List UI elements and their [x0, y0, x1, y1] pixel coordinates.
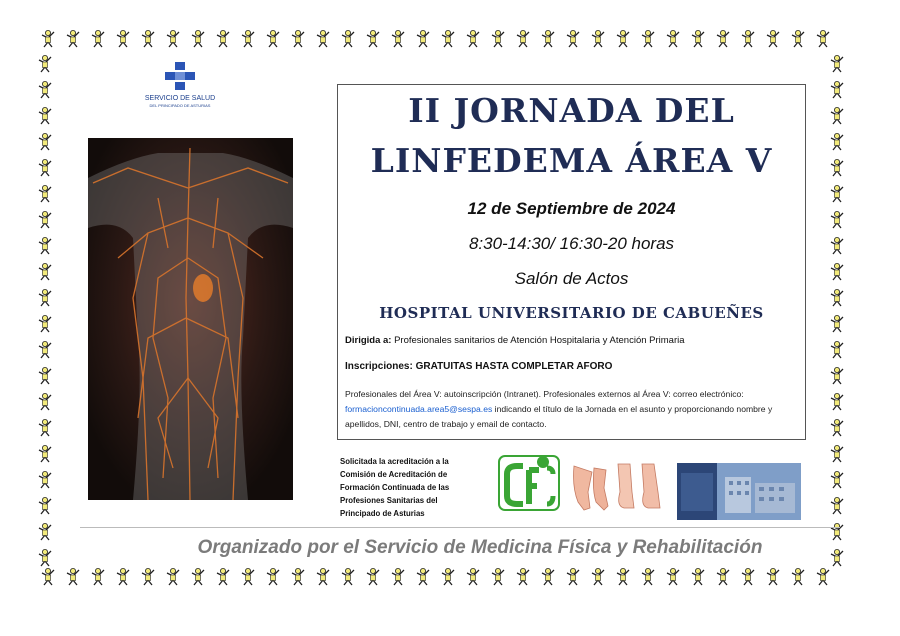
person-figure-icon: [215, 30, 231, 48]
person-figure-icon: [390, 30, 406, 48]
person-figure-icon: [390, 568, 406, 586]
person-figure-icon: [115, 30, 131, 48]
person-figure-icon: [140, 30, 156, 48]
person-figure-icon: [829, 289, 845, 307]
right-figure-border: [829, 55, 845, 575]
person-figure-icon: [790, 568, 806, 586]
person-figure-icon: [37, 263, 53, 281]
person-figure-icon: [240, 30, 256, 48]
person-figure-icon: [315, 568, 331, 586]
top-figure-border: [40, 30, 840, 48]
servicio-salud-logo: [140, 62, 220, 108]
hospital-building-photo: [677, 463, 801, 520]
person-figure-icon: [265, 30, 281, 48]
details-part2: indicando el título de la Jornada en el asunto y proporcionando nombre y apellidos, DNI, centro de trabajo y email de contacto.: [345, 404, 773, 429]
event-hours: 8:30-14:30/ 16:30-20 horas: [468, 234, 675, 253]
person-figure-icon: [829, 211, 845, 229]
person-figure-icon: [37, 549, 53, 567]
person-figure-icon: [640, 568, 656, 586]
registration-details: [345, 387, 800, 432]
accreditation-line: Profesiones Sanitarias del: [340, 496, 438, 505]
person-figure-icon: [37, 315, 53, 333]
person-figure-icon: [365, 568, 381, 586]
person-figure-icon: [765, 30, 781, 48]
person-figure-icon: [37, 133, 53, 151]
person-figure-icon: [540, 30, 556, 48]
person-figure-icon: [515, 30, 531, 48]
audience-label: Dirigida a:: [345, 335, 392, 346]
person-figure-icon: [615, 568, 631, 586]
person-figure-icon: [829, 367, 845, 385]
person-figure-icon: [790, 30, 806, 48]
person-figure-icon: [190, 568, 206, 586]
person-figure-icon: [440, 568, 456, 586]
person-figure-icon: [515, 568, 531, 586]
person-figure-icon: [37, 341, 53, 359]
person-figure-icon: [37, 497, 53, 515]
bottom-figure-border: [40, 568, 840, 586]
person-figure-icon: [65, 568, 81, 586]
person-figure-icon: [565, 30, 581, 48]
person-figure-icon: [65, 30, 81, 48]
person-figure-icon: [665, 568, 681, 586]
person-figure-icon: [829, 471, 845, 489]
person-figure-icon: [37, 419, 53, 437]
event-date: 12 de Septiembre de 2024: [467, 199, 676, 218]
person-figure-icon: [465, 30, 481, 48]
person-figure-icon: [340, 568, 356, 586]
person-figure-icon: [37, 367, 53, 385]
audience-text: Profesionales sanitarios de Atención Hospitalaria y Atención Primaria: [391, 335, 685, 346]
cfc-logo: [497, 452, 561, 514]
organizer-text: Organizado por el Servicio de Medicina Física y Rehabilitación: [197, 537, 763, 558]
person-figure-icon: [440, 30, 456, 48]
person-figure-icon: [829, 315, 845, 333]
person-figure-icon: [565, 568, 581, 586]
person-figure-icon: [40, 30, 56, 48]
logo-subname: DEL PRINCIPADO DE ASTURIAS: [149, 103, 211, 108]
event-title-line2: LINFEDEMA ÁREA V: [370, 141, 773, 180]
person-figure-icon: [37, 185, 53, 203]
person-figure-icon: [37, 523, 53, 541]
footer-divider: [80, 527, 840, 528]
person-figure-icon: [490, 30, 506, 48]
person-figure-icon: [37, 211, 53, 229]
person-figure-icon: [37, 237, 53, 255]
event-title-line1: II JORNADA DEL: [408, 91, 735, 130]
person-figure-icon: [165, 30, 181, 48]
person-figure-icon: [690, 30, 706, 48]
event-info-box: [337, 84, 806, 440]
accreditation-line: Formación Continuada de las: [340, 483, 450, 492]
details-part1: Profesionales del Área V: autoinscripción (Intranet). Profesionales externos al Área V: correo electrónico:: [345, 389, 744, 399]
person-figure-icon: [465, 568, 481, 586]
person-figure-icon: [240, 568, 256, 586]
left-figure-border: [37, 55, 53, 575]
person-figure-icon: [829, 159, 845, 177]
person-figure-icon: [190, 30, 206, 48]
person-figure-icon: [665, 30, 681, 48]
person-figure-icon: [740, 30, 756, 48]
event-hospital: HOSPITAL UNIVERSITARIO DE CABUEÑES: [379, 304, 764, 322]
person-figure-icon: [740, 568, 756, 586]
registration-text: GRATUITAS HASTA COMPLETAR AFORO: [412, 361, 613, 372]
accreditation-line: Solicitada la acreditación a la: [340, 457, 449, 466]
person-figure-icon: [37, 55, 53, 73]
person-figure-icon: [290, 568, 306, 586]
cross-logo-icon: [163, 62, 197, 92]
registration-label: Inscripciones:: [345, 361, 413, 372]
person-figure-icon: [615, 30, 631, 48]
person-figure-icon: [90, 568, 106, 586]
person-figure-icon: [90, 30, 106, 48]
person-figure-icon: [115, 568, 131, 586]
person-figure-icon: [265, 568, 281, 586]
person-figure-icon: [140, 568, 156, 586]
person-figure-icon: [37, 159, 53, 177]
person-figure-icon: [829, 341, 845, 359]
event-venue: Salón de Actos: [514, 269, 629, 288]
person-figure-icon: [37, 289, 53, 307]
contact-email-link[interactable]: formacioncontinuada.area5@sespa.es: [345, 404, 493, 414]
person-figure-icon: [290, 30, 306, 48]
accreditation-line: Comisión de Acreditación de: [340, 470, 448, 479]
registration-line: [345, 361, 612, 372]
person-figure-icon: [815, 30, 831, 48]
person-figure-icon: [490, 568, 506, 586]
person-figure-icon: [37, 471, 53, 489]
person-figure-icon: [829, 393, 845, 411]
person-figure-icon: [829, 133, 845, 151]
person-figure-icon: [690, 568, 706, 586]
person-figure-icon: [590, 30, 606, 48]
person-figure-icon: [829, 419, 845, 437]
audience-line: [345, 335, 685, 346]
person-figure-icon: [315, 30, 331, 48]
person-figure-icon: [715, 30, 731, 48]
person-figure-icon: [829, 263, 845, 281]
person-figure-icon: [215, 568, 231, 586]
person-figure-icon: [37, 81, 53, 99]
person-figure-icon: [829, 55, 845, 73]
person-figure-icon: [829, 497, 845, 515]
person-figure-icon: [37, 445, 53, 463]
person-figure-icon: [640, 30, 656, 48]
person-figure-icon: [765, 568, 781, 586]
person-figure-icon: [590, 568, 606, 586]
person-figure-icon: [37, 107, 53, 125]
person-figure-icon: [340, 30, 356, 48]
accreditation-line: Principado de Asturias: [340, 509, 425, 518]
person-figure-icon: [829, 237, 845, 255]
person-figure-icon: [165, 568, 181, 586]
person-figure-icon: [540, 568, 556, 586]
person-figure-icon: [415, 30, 431, 48]
person-figure-icon: [37, 393, 53, 411]
person-figure-icon: [829, 185, 845, 203]
lymphedema-limbs-image: [570, 462, 666, 512]
person-figure-icon: [829, 81, 845, 99]
person-figure-icon: [829, 107, 845, 125]
accreditation-note: [340, 455, 485, 520]
person-figure-icon: [829, 445, 845, 463]
person-figure-icon: [715, 568, 731, 586]
lymphatic-system-image: [88, 138, 293, 500]
person-figure-icon: [365, 30, 381, 48]
person-figure-icon: [415, 568, 431, 586]
logo-name: SERVICIO DE SALUD: [144, 95, 216, 102]
